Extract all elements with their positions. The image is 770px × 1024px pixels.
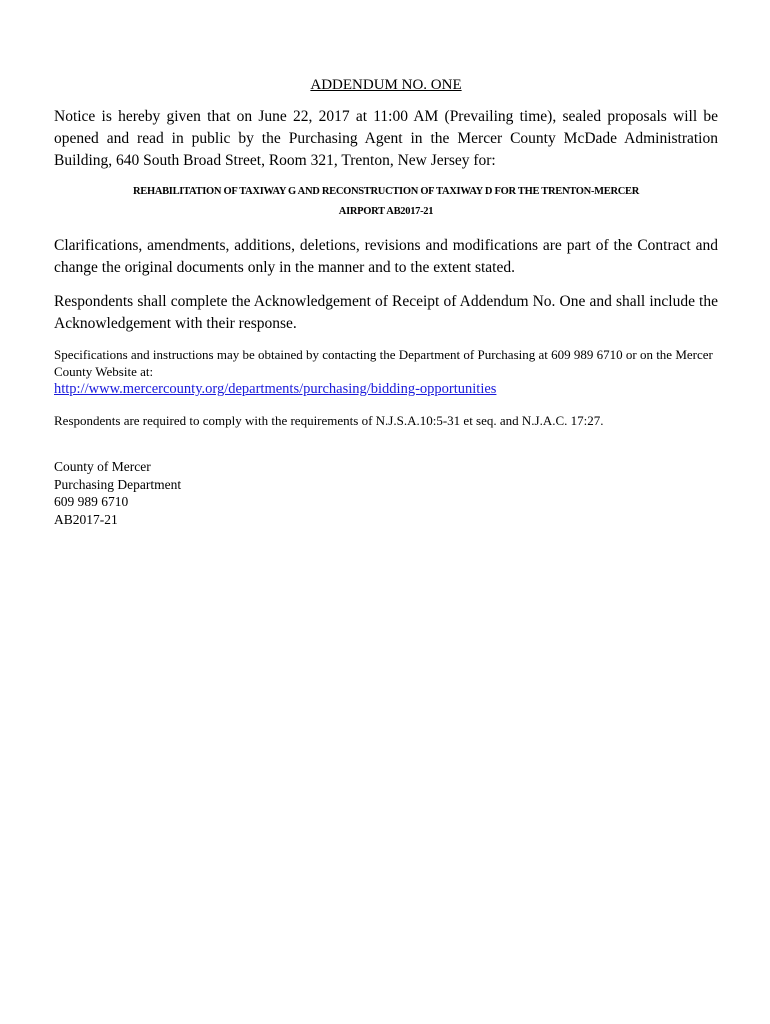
- requirements-paragraph: Respondents are required to comply with the requirements of N.J.S.A.10:5-31 et seq. and N.J.A.C. 17:27.: [54, 413, 604, 428]
- signature-department: Purchasing Department: [54, 476, 182, 492]
- specifications-paragraph: Specifications and instructions may be obtained by contacting the Department of Purchasing at 609 989 6710 or on the Mercer County Website at:: [54, 347, 713, 379]
- project-title: [54, 182, 718, 222]
- document-title: ADDENDUM NO. ONE: [310, 77, 462, 93]
- signature-phone: 609 989 6710: [54, 494, 129, 509]
- document-page: [54, 74, 718, 528]
- signature-block: [54, 458, 718, 528]
- clarifications-paragraph: Clarifications, amendments, additions, deletions, revisions and modifications are part of the Contract and change the original documents only in the manner and to the extent stated.: [54, 237, 718, 276]
- project-title-line-1: REHABILITATION OF TAXIWAY G AND RECONSTRUCTION OF TAXIWAY D FOR THE TRENTON-MERCER: [132, 186, 640, 197]
- website-link[interactable]: http://www.mercercounty.org/departments/purchasing/bidding-opportunities: [54, 381, 497, 397]
- specifications-block: [54, 346, 718, 399]
- notice-paragraph: Notice is hereby given that on June 22, 2017 at 11:00 AM (Prevailing time), sealed proposals will be opened and read in public by the Purchasing Agent in the Mercer County McDade Administration Building, 640 South Broad Street, Room 321, Trenton, New Jersey for:: [54, 108, 718, 169]
- project-title-line-2: AIRPORT AB2017-21: [338, 206, 434, 217]
- signature-county: County of Mercer: [54, 459, 151, 474]
- respondents-paragraph: Respondents shall complete the Acknowledgement of Receipt of Addendum No. One and shall include the Acknowledgement with their response.: [54, 293, 718, 332]
- signature-reference: AB2017-21: [54, 511, 118, 527]
